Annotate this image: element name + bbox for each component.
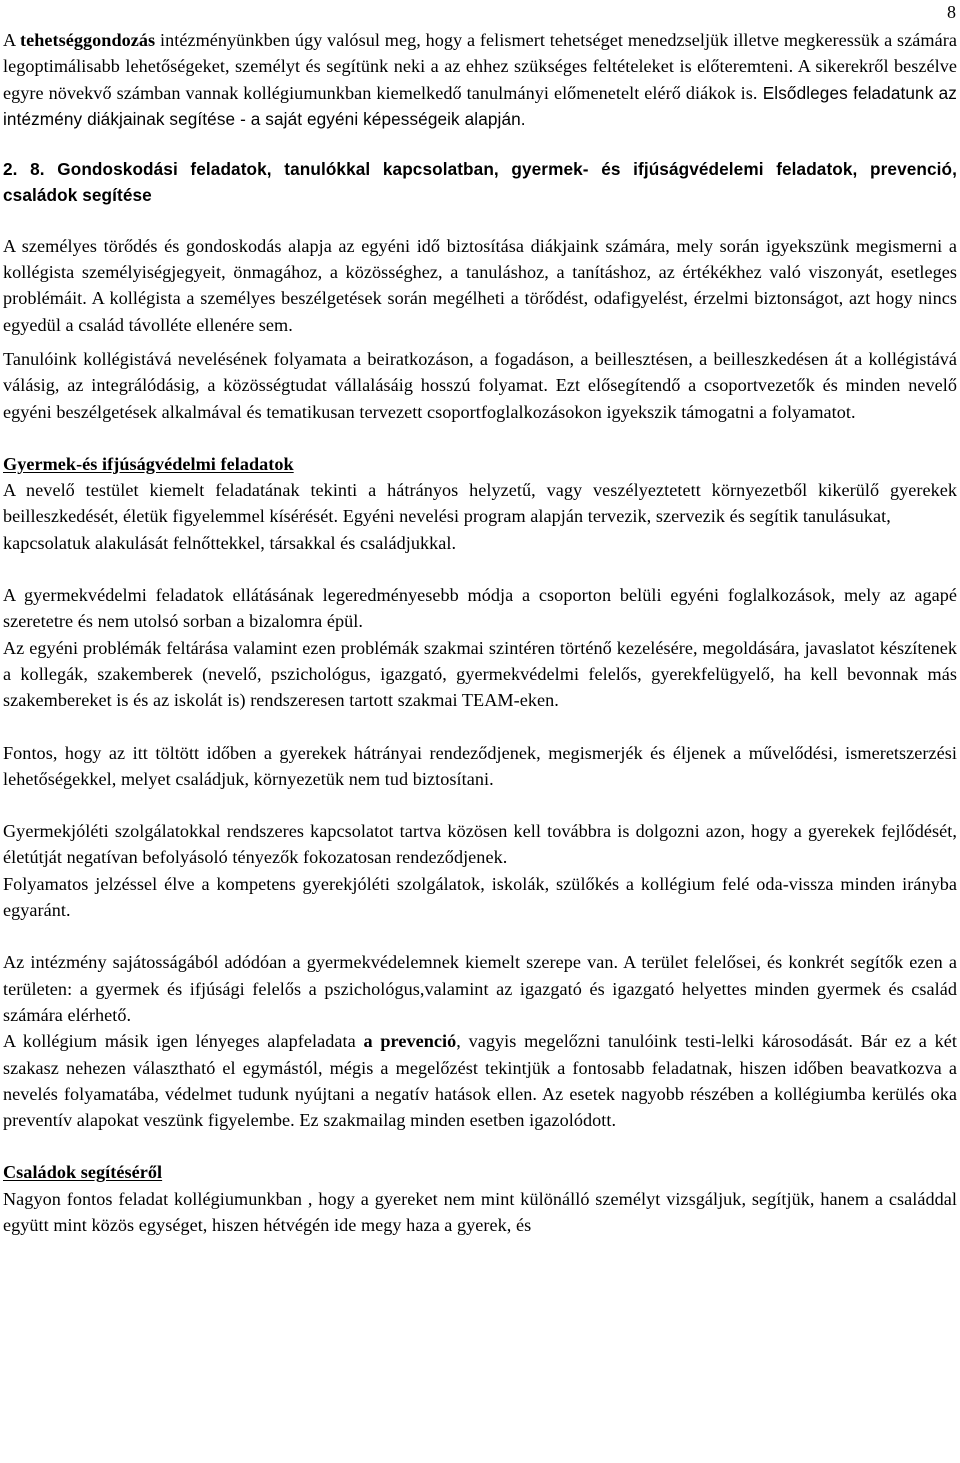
paragraph-prevention [3,1028,957,1133]
heading-family-support: Családok segítéséről [3,1162,163,1183]
paragraph-welfare-services: Gyermekjóléti szolgálatokkal rendszeres kapcsolatot tartva közösen kell továbbra is dolgozni azon, hogy a gyerekek fejlődését, életútját negatívan befolyásoló tényezők fokozatosan rendeződjenek. [3,821,957,868]
paragraph-institution-role: Az intézmény sajátosságából adódóan a gyermekvédelemnek kiemelt szerepe van. A terület felelősei, és konkrét segítők ezen a területen: a gyermek és ifjúsági felelős a pszichológus,valamint az igazgató és igazgató helyettes minden gyermek és család számára elérhető. [3,952,957,1025]
prevention-term: a prevenció [363,1031,457,1052]
paragraph-text: intézményünkben úgy valósul meg, hogy a felismert tehetséget menedzseljük illetve megkeressük a számára legoptimálisabb lehetőségeket, személyt és segítünk neki a az ehhez szükséges feltételeket is előteremteni. A sikerekről beszélve egyre növekvő számban vannak kollégiumunkban kiemelkedő tanulmányi előmenetelt elérő diákok is. [3,30,957,103]
paragraph-disadvantaged: A nevelő testület kiemelt feladatának tekinti a hátrányos helyzetű, vagy veszélyeztetett környezetből kikerülő gyerekek beilleszkedését, életük figyelemmel kísérését. Egyéni nevelési program alapján tervezik, szervezik és segítik tanulásukat, [3,480,957,527]
paragraph-signalling: Folyamatos jelzéssel élve a kompetens gyerekjóléti szolgálatok, iskolák, szülőkés a kollégium felé oda-vissza minden irányba egyaránt. [3,873,957,921]
paragraph-talent-care [3,27,957,132]
heading-child-protection: Gyermek-és ifjúságvédelmi feladatok [3,453,294,474]
paragraph-lead: A [3,30,20,50]
page-number: 8 [947,2,956,22]
paragraph-personal-care: A személyes törődés és gondoskodás alapja az egyéni idő biztosítása diákjaink számára, mely során igyekszünk megismerni a kollégista személyiségjegyeit, önmagához, a közösséghez, a tanuláshoz, a tanításhoz, az értékékhez való viszonyát, esetleges problémáit. A kollégista a személyes beszélgetések során megélheti a törődést, odafigyelést, érzelmi biztonságot, azt hogy nincs egyedül a család távolléte ellenére sem. [3,235,957,335]
paragraph-student-process: Tanulóink kollégistává nevelésének folyamata a beiratkozáson, a fogadáson, a beillesztésen, a beilleszkedésen át a kollégistává válásig, az integrálódásig, a közösségtudat vállalásáig hosszú folyamat. Ezt elősegítendő a csoportvezetők és minden nevelő egyéni beszélgetések alkalmával és tematikusan tervezett csoportfoglalkozásokon igyekszik támogatni a folyamatot. [3,348,957,422]
paragraph-disadvantages: Fontos, hogy az itt töltött időben a gyerekek hátrányai rendeződjenek, megismerjék és éljenek a művelődési, ismeretszerzési lehetőségekkel, melyet családjuk, környezetük nem tud biztosítani. [3,742,957,789]
section-heading: 2. 8. Gondoskodási feladatok, tanulókkal kapcsolatban, gyermek- és ifjúságvédelemi feladatok, prevenció, családok segítése [3,159,957,206]
paragraph-lead: A kollégium másik igen lényeges alapfeladata [3,1031,364,1052]
paragraph-family-support: Nagyon fontos feladat kollégiumunkban , hogy a gyereket nem mint különálló személyt vizsgáljuk, segítjük, hanem a családdal együtt mint közös egységet, hiszen hétvégén ide megy haza a gyerek, és [3,1188,957,1235]
paragraph-problem-handling: Az egyéni problémák feltárása valamint ezen problémák szakmai szintéren történő kezelésére, megoldására, javaslatot készítenek a kollegák, szakemberek (nevelő, pszichológus, igazgató, gyermekvédelmi felelős, gyerekfelügyelő, ha kell bevonnak más szakembereket is és az iskolát is) rendszeresen tartott szakmai TEAM-eken. [3,637,957,711]
talent-care-term: tehetséggondozás [19,30,156,50]
paragraph-child-protection-method: A gyermekvédelmi feladatok ellátásának legeredményesebb módja a csoporton belüli egyéni foglalkozások, mely az agapé szeretetre és nem utolsó sorban a bizalomra épül. [3,585,957,632]
paragraph-relations: kapcsolatuk alakulását felnőttekkel, társakkal és családjukkal. [3,532,457,553]
paragraph-text-sans: Elsődleges feladatunk az intézmény diákjainak segítése - a saját egyéni képességeik alapján. [3,82,957,129]
paragraph-text: , vagyis megelőzni tanulóink testi-lelki károsodását. Bár ez a két szakasz nehezen választható el egymástól, mégis a megelőzést tekintjük a fontosabb feladatnak, hiszen időben beavatkozva a nevelés folyamatába, védelmet tudunk nyújtani a negatív hatások ellen. Az esetek nagyobb részében a kollégiumba kerülés oka preventív alapokat veszünk figyelembe. Ez szakmailag minden esetben igazolódott. [3,1031,958,1131]
